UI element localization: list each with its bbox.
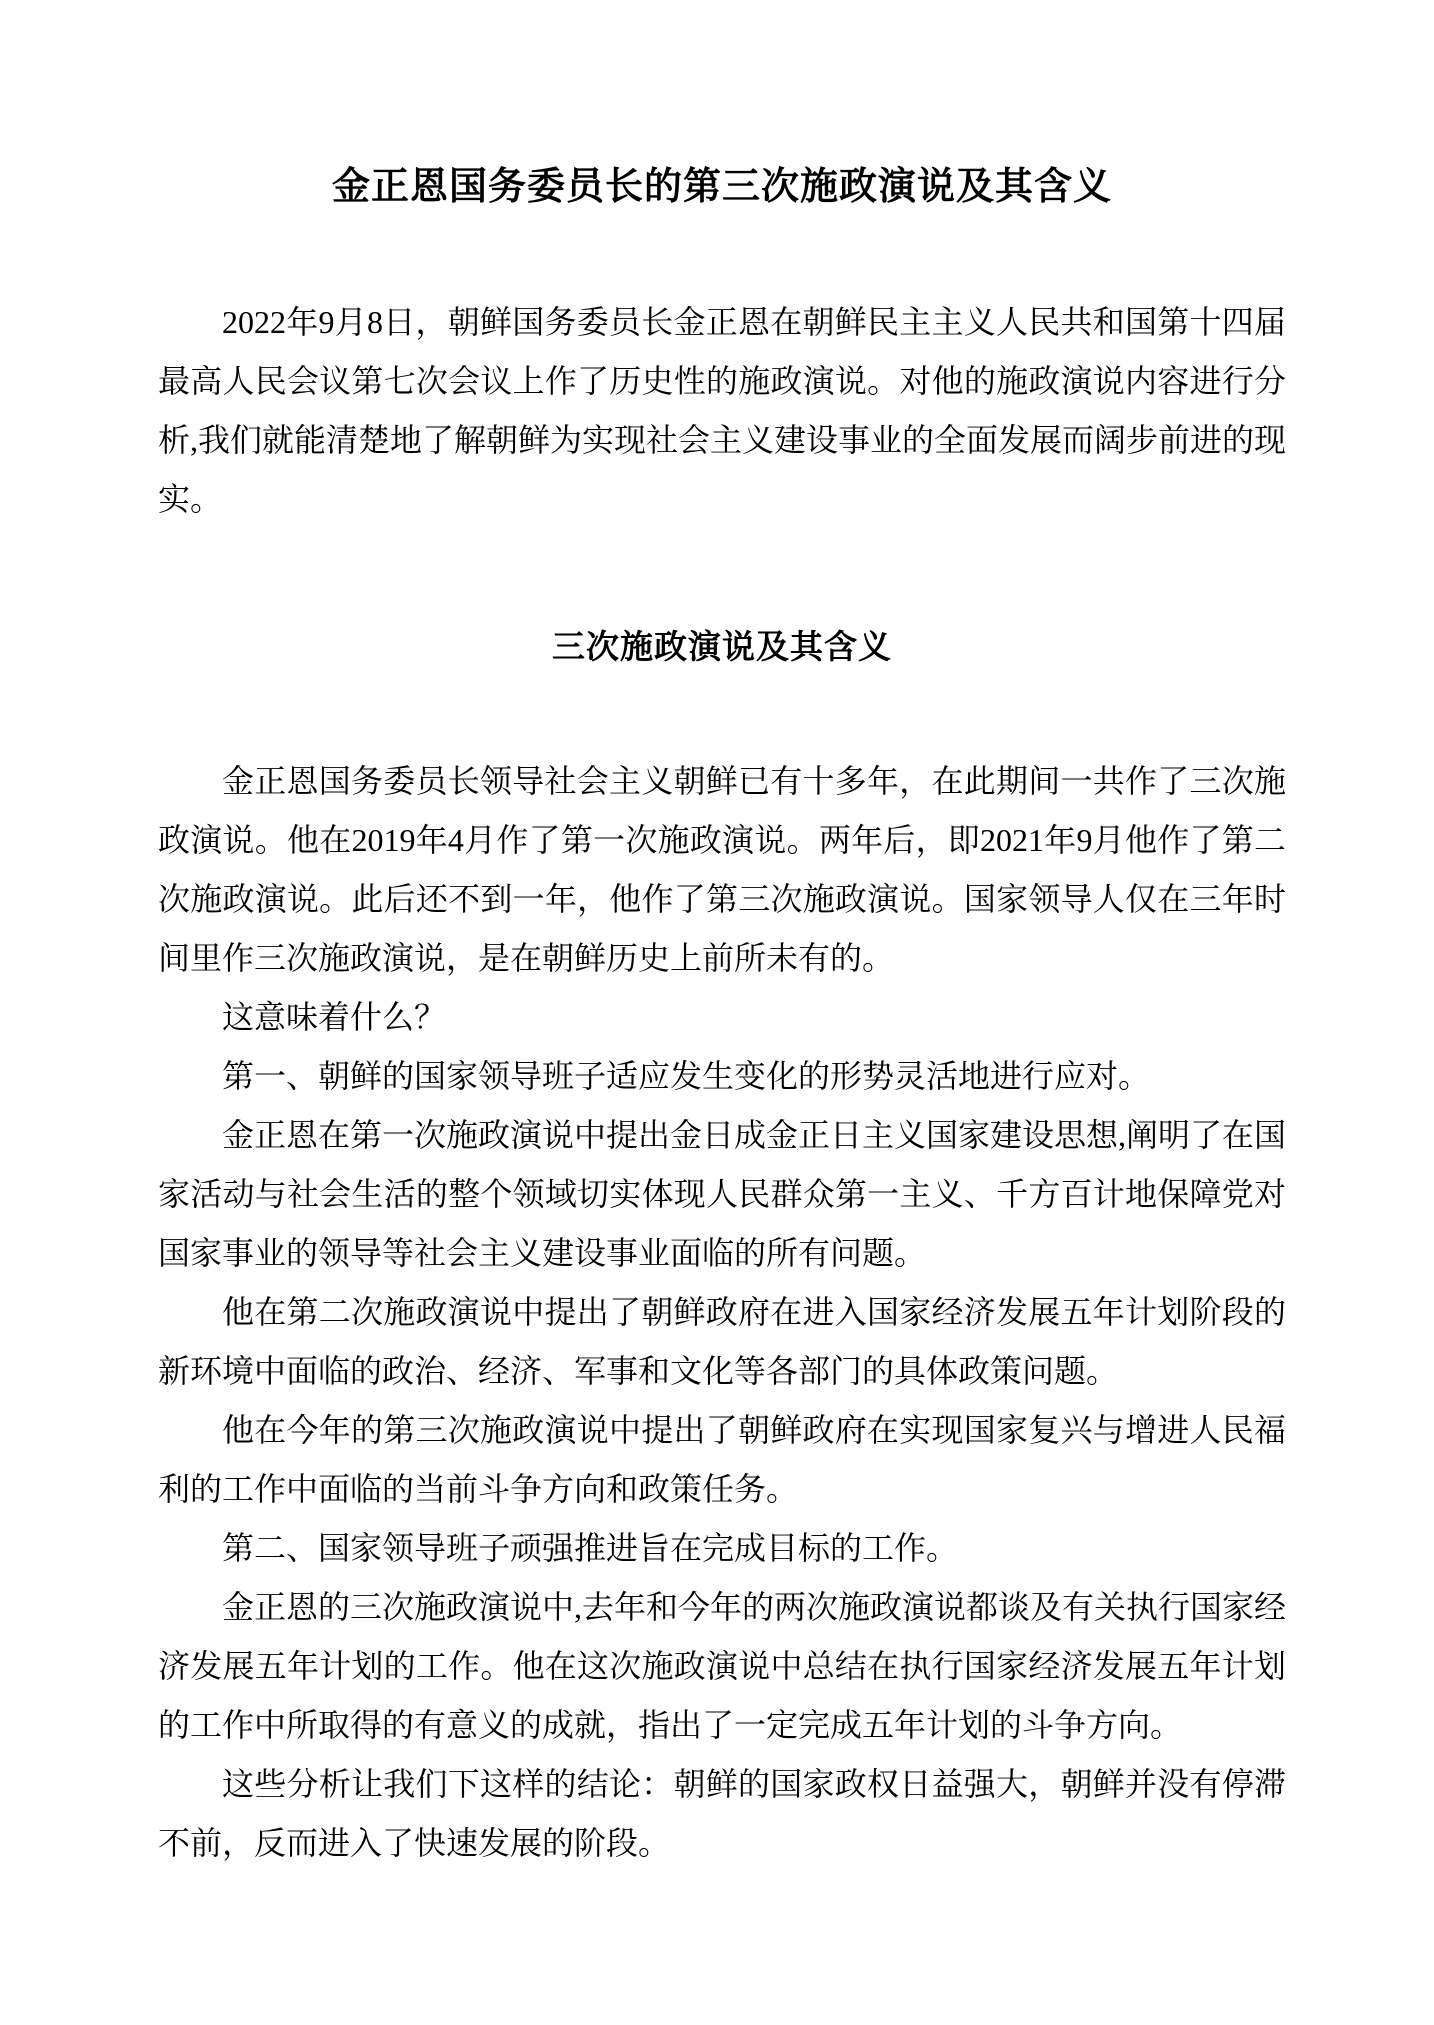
body-paragraph: 他在今年的第三次施政演说中提出了朝鲜政府在实现国家复兴与增进人民福利的工作中面临的当前斗争方向和政策任务。	[158, 1412, 1286, 1507]
body-paragraph: 这些分析让我们下这样的结论：朝鲜的国家政权日益强大，朝鲜并没有停滞不前，反而进入了快速发展的阶段。	[158, 1766, 1286, 1861]
document-title: 金正恩国务委员长的第三次施政演说及其含义	[331, 166, 1112, 208]
body-paragraph: 第一、朝鲜的国家领导班子适应发生变化的形势灵活地进行应对。	[222, 1058, 1151, 1094]
body-section	[158, 752, 1286, 1873]
section-heading: 三次施政演说及其含义	[552, 630, 892, 666]
intro-paragraph: 2022年9月8日，朝鲜国务委员长金正恩在朝鲜民主主义人民共和国第十四届最高人民会议第七次会议上作了历史性的施政演说。对他的施政演说内容进行分析,我们就能清楚地了解朝鲜为实现社会主义建设事业的全面发展而阔步前进的现实。	[158, 304, 1287, 517]
body-paragraph: 这意味着什么？	[222, 999, 447, 1035]
body-paragraph: 他在第二次施政演说中提出了朝鲜政府在进入国家经济发展五年计划阶段的新环境中面临的政治、经济、军事和文化等各部门的具体政策问题。	[158, 1294, 1286, 1389]
body-paragraph: 第二、国家领导班子顽强推进旨在完成目标的工作。	[222, 1530, 959, 1566]
document-content	[158, 0, 1286, 1873]
body-paragraph: 金正恩在第一次施政演说中提出金日成金正日主义国家建设思想,阐明了在国家活动与社会生活的整个领域切实体现人民群众第一主义、千方百计地保障党对国家事业的领导等社会主义建设事业面临的所有问题。	[158, 1117, 1287, 1271]
intro-section	[158, 293, 1286, 529]
body-paragraph: 金正恩的三次施政演说中,去年和今年的两次施政演说都谈及有关执行国家经济发展五年计划的工作。他在这次施政演说中总结在执行国家经济发展五年计划的工作中所取得的有意义的成就，指出了一定完成五年计划的斗争方向。	[158, 1589, 1287, 1743]
body-paragraph: 金正恩国务委员长领导社会主义朝鲜已有十多年，在此期间一共作了三次施政演说。他在2019年4月作了第一次施政演说。两年后，即2021年9月他作了第二次施政演说。此后还不到一年，他作了第三次施政演说。国家领导人仅在三年时间里作三次施政演说，是在朝鲜历史上前所未有的。	[158, 763, 1286, 976]
